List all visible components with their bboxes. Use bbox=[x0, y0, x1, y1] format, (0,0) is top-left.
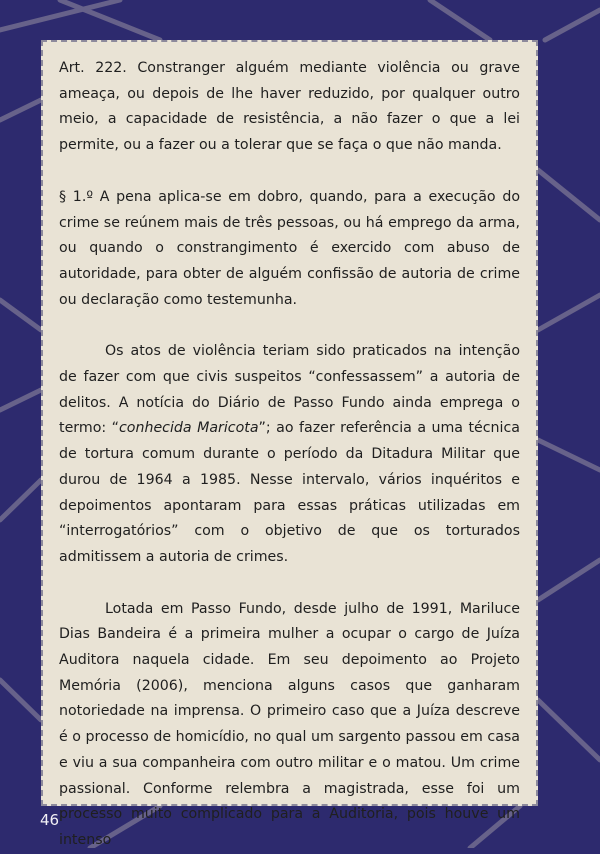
article-222-text: Art. 222. Constranger alguém mediante violência ou grave ameaça, ou depois de lhe haver reduzido, por qualquer outro meio, a capacidade de resistência, a não fazer o que a lei permite, ou a fazer ou a tolerar que se faça o que não manda. bbox=[59, 60, 520, 154]
violence-paragraph-part2: ”; ao fazer referência a uma técnica de tortura comum durante o período da Ditadura Militar que durou de 1964 a 1985. Nesse intervalo, vários inquéritos e depoimentos apontaram para essas práticas utilizadas em “interrogatórios” com o objetivo de que os torturados admitissem a autoria de crimes. bbox=[59, 420, 520, 565]
judge-paragraph: Lotada em Passo Fundo, desde julho de 1991, Mariluce Dias Bandeira é a primeira mulher a ocupar o cargo de Juíza Auditora naquela cidade. Em seu depoimento ao Projeto Memória (2006), menciona alguns casos que ganharam notoriedade na imprensa. O primeiro caso que a Juíza descreve é o processo de homicídio, no qual um sargento passou em casa e viu a sua companheira com outro militar e o matou. Um crime passional. Conforme relembra a magistrada, esse foi um processo muito complicado para a Auditoria, pois houve um intenso bbox=[59, 600, 520, 848]
violence-paragraph bbox=[59, 339, 520, 570]
paragraph-1-text: § 1.º A pena aplica-se em dobro, quando, para a execução do crime se reúnem mais de três pessoas, ou há emprego da arma, ou quando o constrangimento é exercido com abuso de autoridade, para obter de alguém confissão de autoria de crime ou declaração como testemunha. bbox=[59, 188, 520, 308]
maricota-term: conhecida Maricota bbox=[118, 420, 259, 437]
violence-paragraph-part1: Os atos de violência teriam sido praticados na intenção de fazer com que civis suspeitos “confessassem” a autoria de delitos. A notícia do Diário de Passo Fundo ainda emprega o termo: “ bbox=[59, 343, 520, 437]
page-number: 46 bbox=[40, 811, 60, 829]
